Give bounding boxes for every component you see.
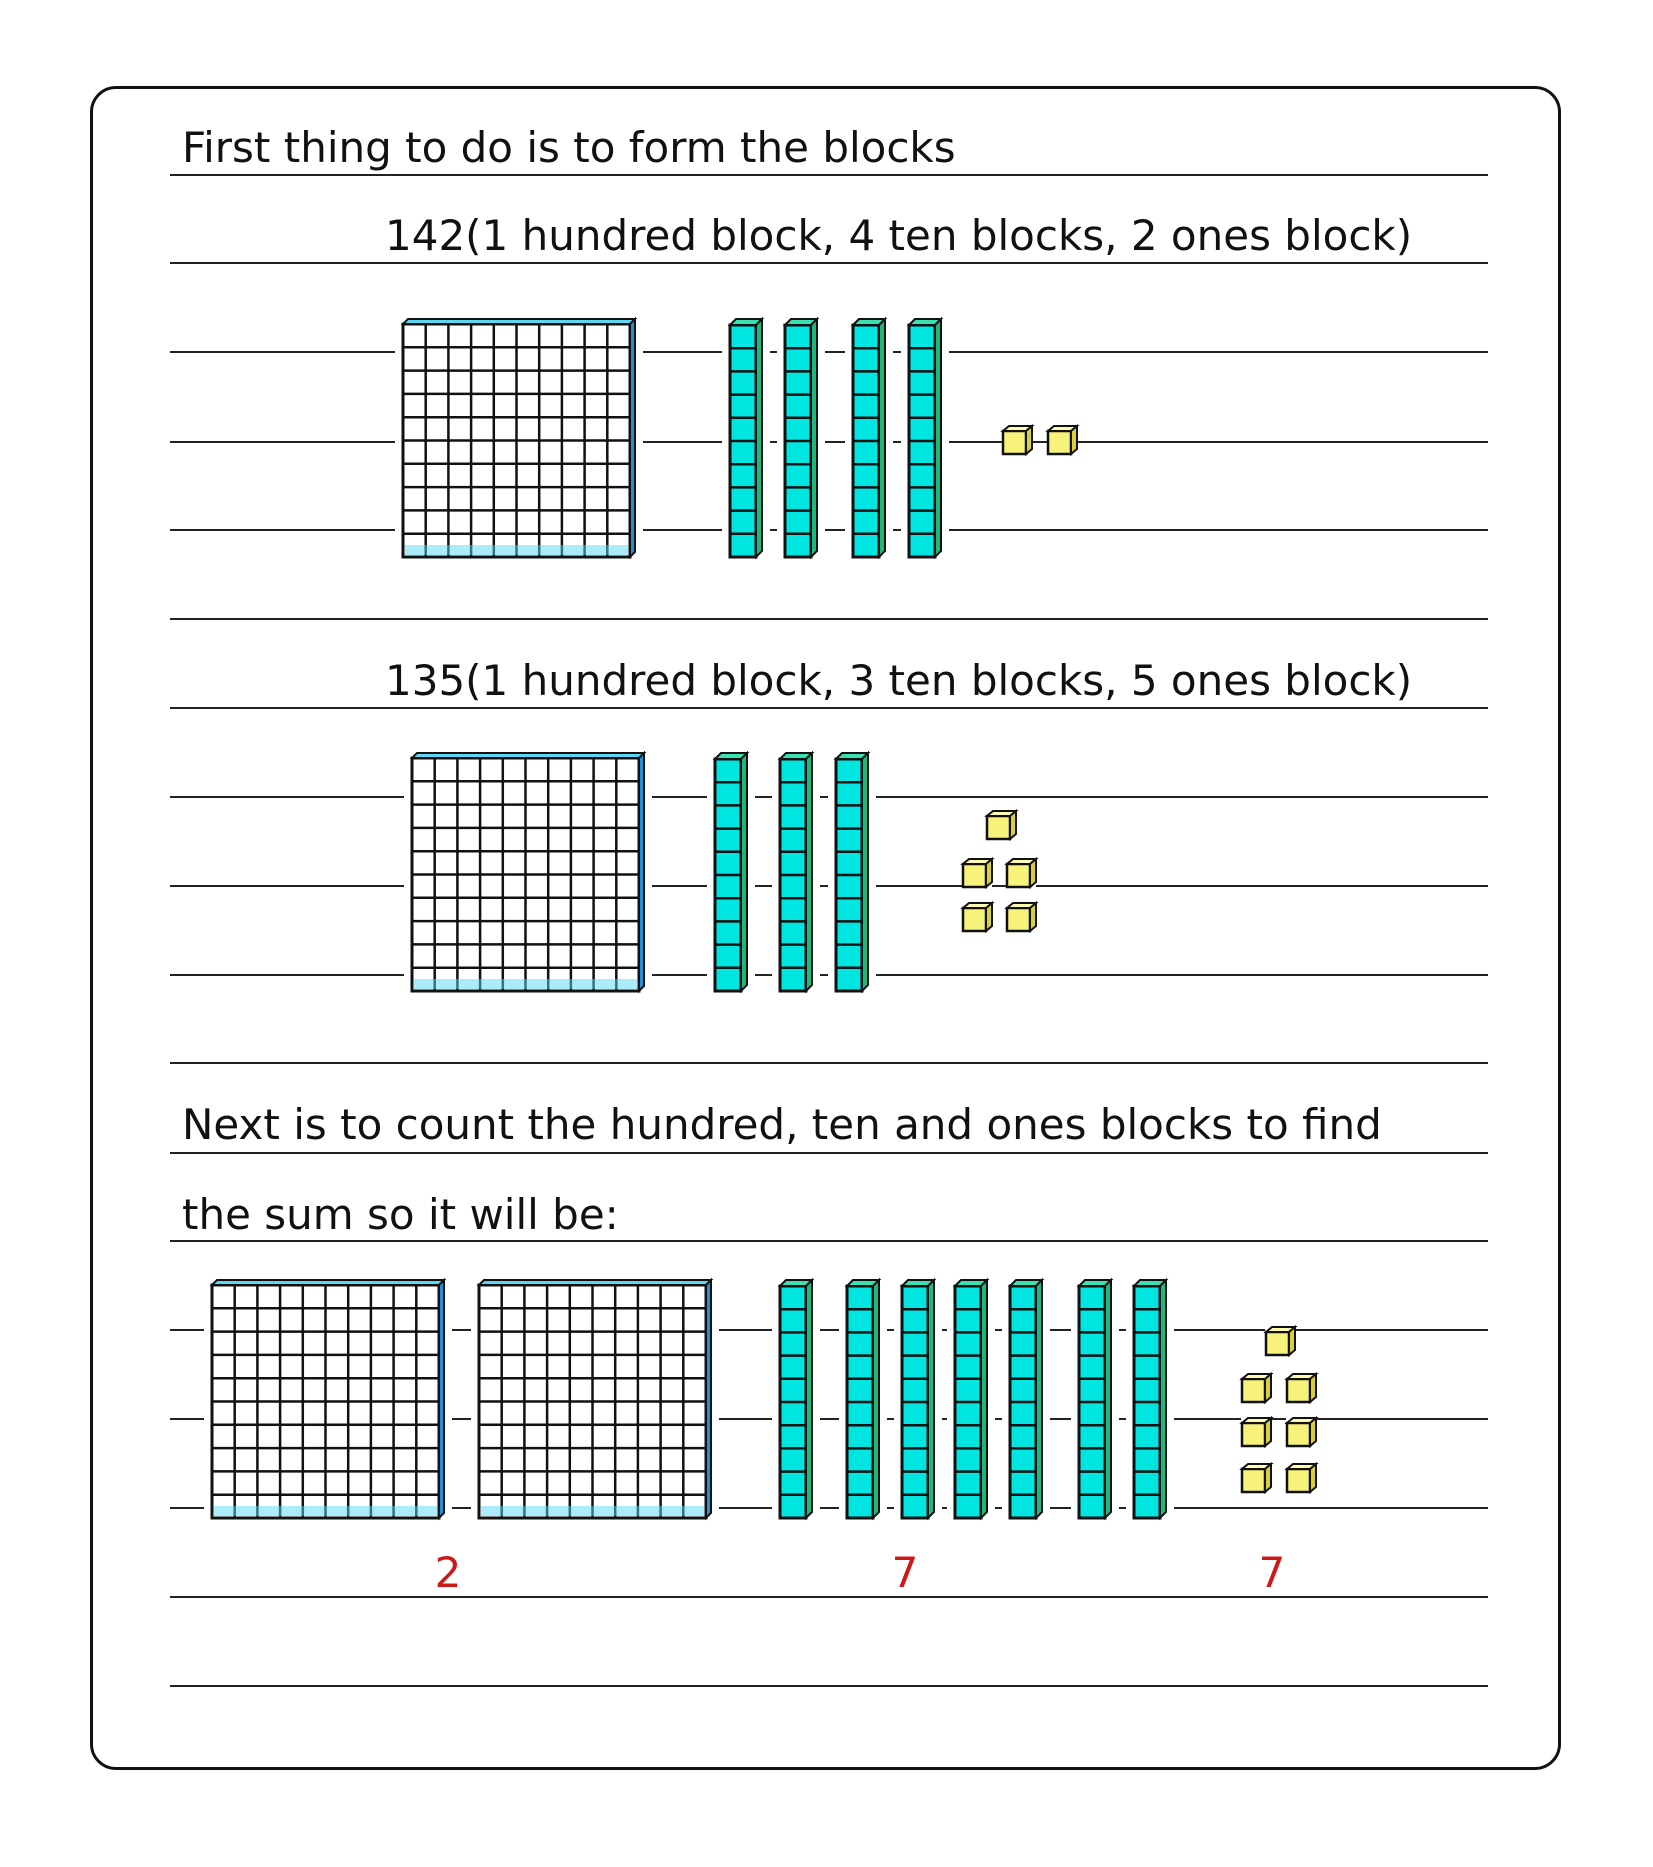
ten-rod <box>722 313 770 563</box>
ones-cube <box>1241 1373 1271 1403</box>
ones-cube <box>1286 1373 1316 1403</box>
ten-rod <box>894 1274 942 1524</box>
next-step-text-line2: the sum so it will be: <box>182 1190 619 1239</box>
ten-rod <box>777 313 825 563</box>
ten-rod <box>839 1274 887 1524</box>
ones-cube <box>962 858 992 888</box>
ruled-line <box>170 1596 1488 1598</box>
ruled-line <box>170 1152 1488 1154</box>
ones-cube <box>1265 1326 1295 1356</box>
ones-cube <box>1002 425 1032 455</box>
hundred-block <box>404 747 652 997</box>
number-142-label: 142(1 hundred block, 4 ten blocks, 2 ones block) <box>385 211 1413 260</box>
ones-cube <box>1006 858 1036 888</box>
ten-rod <box>828 747 876 997</box>
ten-rod <box>772 747 820 997</box>
ones-cube <box>1286 1463 1316 1493</box>
ones-cube <box>1006 902 1036 932</box>
hundred-block <box>471 1274 719 1524</box>
hundred-block <box>395 313 643 563</box>
ten-rod <box>707 747 755 997</box>
hundred-block <box>204 1274 452 1524</box>
ten-rod <box>1126 1274 1174 1524</box>
ten-rod <box>901 313 949 563</box>
ones-cube <box>986 810 1016 840</box>
sum-ones-digit: 7 <box>1258 1548 1286 1597</box>
ruled-line <box>170 618 1488 620</box>
ruled-line <box>170 174 1488 176</box>
intro-text: First thing to do is to form the blocks <box>182 123 956 172</box>
ten-rod <box>1002 1274 1050 1524</box>
ruled-line <box>170 1240 1488 1242</box>
number-135-label: 135(1 hundred block, 3 ten blocks, 5 ones block) <box>385 656 1413 705</box>
ruled-line <box>170 351 1488 353</box>
ruled-line <box>170 529 1488 531</box>
ruled-line <box>170 441 1488 443</box>
ones-cube <box>1241 1417 1271 1447</box>
ruled-line <box>170 1685 1488 1687</box>
ones-cube <box>962 902 992 932</box>
ten-rod <box>772 1274 820 1524</box>
ones-cube <box>1047 425 1077 455</box>
ruled-line <box>170 707 1488 709</box>
ones-cube <box>1286 1417 1316 1447</box>
ten-rod <box>845 313 893 563</box>
sum-hundreds-digit: 2 <box>434 1548 462 1597</box>
ten-rod <box>947 1274 995 1524</box>
ones-cube <box>1241 1463 1271 1493</box>
ruled-line <box>170 1062 1488 1064</box>
ruled-line <box>170 262 1488 264</box>
next-step-text-line1: Next is to count the hundred, ten and ones blocks to find <box>182 1100 1382 1149</box>
sum-tens-digit: 7 <box>891 1548 919 1597</box>
ten-rod <box>1071 1274 1119 1524</box>
